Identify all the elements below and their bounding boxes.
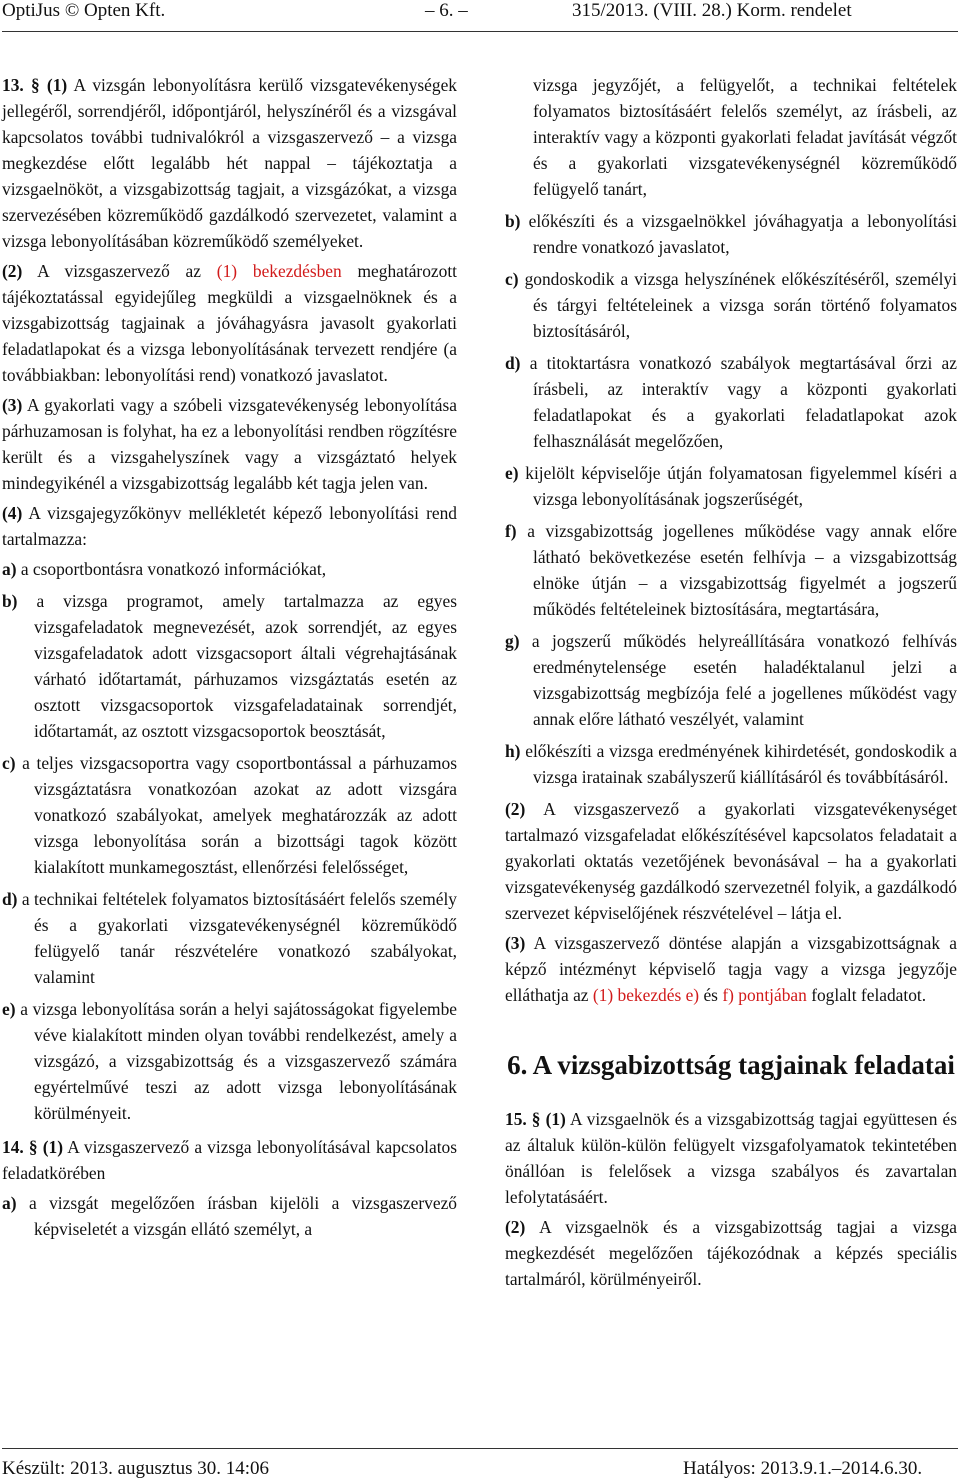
s14-p1-number: 14. § (1) <box>2 1137 63 1157</box>
s13-p1-number: 13. § (1) <box>2 75 68 95</box>
s13-paragraph-2 <box>2 258 457 388</box>
item-label: a) <box>2 559 17 579</box>
s14-paragraph-1 <box>2 1134 457 1186</box>
item-text: előkészíti és a vizsgaelnökkel jóváhagyatja a lebonyolítási rendre vonatkozó javaslatot, <box>528 211 957 257</box>
s13-p1-text: A vizsgán lebonyolításra kerülő vizsgatevékenységek jellegéről, sorrendjéről, időpontjáról, helyszínéről és a vizsgával kapcsolatos további tudnivalókról a vizsgaszervező – a vizsga megkezdése előtt legalább hét nappal – tájékoztatja a vizsgaelnököt, a vizsgabizottság tagjait, a vizsgázókat, a vizsga szervezésében közreműködő gazdálkodó szervezetet, valamint a vizsga lebonyolításában közreműködő személyeket. <box>2 75 457 251</box>
list-item <box>2 996 457 1126</box>
list-item <box>505 266 957 344</box>
list-item <box>505 460 957 512</box>
item-label: b) <box>505 211 521 231</box>
list-item <box>2 588 457 744</box>
item-label: g) <box>505 631 520 651</box>
s13-paragraph-1 <box>2 72 457 254</box>
footer-effective-period: Hatályos: 2013.9.1.–2014.6.30. <box>683 1458 923 1479</box>
item-label: e) <box>2 999 16 1019</box>
list-item <box>2 886 457 990</box>
item-text: a technikai feltételek folyamatos biztosításáért felelős személy és a gyakorlati vizsgatevékenységnél közreműködő felügyelő tanár részvételére vonatkozó szabályokat, valamint <box>21 889 457 987</box>
s13-p2-number: (2) <box>2 261 23 281</box>
item-text: a vizsga programot, amely tartalmazza az egyes vizsgafeladatok megnevezését, azok sorrendjét, az egyes vizsgafeladatok adott vizsgacsoport általi végrehajtásának várható időtartamát, párhuzamos vizsgáztatás esetén az osztott vizsgacsoportok vizsgafeladatainak sorrendjét, időtartamát, az osztott vizsgacsoportok beosztását, <box>34 591 457 741</box>
item-label: c) <box>2 753 16 773</box>
s14-p1-text: A vizsgaszervező a vizsga lebonyolításával kapcsolatos feladatkörében <box>2 1137 457 1183</box>
s14-p2-number: (2) <box>505 799 526 819</box>
s14-paragraph-3 <box>505 930 957 1008</box>
s13-p4-text: A vizsgajegyzőkönyv mellékletét képező lebonyolítási rend tartalmazza: <box>2 503 457 549</box>
page-header <box>0 0 960 30</box>
item-label: h) <box>505 741 521 761</box>
footer-created-date: Készült: 2013. augusztus 30. 14:06 <box>2 1458 270 1479</box>
section-heading: 6. A vizsgabizottság tagjainak feladatai <box>507 1050 955 1080</box>
list-item <box>505 738 957 790</box>
s13-p4-number: (4) <box>2 503 23 523</box>
s15-p2-text: A vizsgaelnök és a vizsgabizottság tagjai a vizsga megkezdését megelőzően tájékozódnak a képzés speciális tartalmáról, körülményeiről. <box>505 1217 958 1289</box>
footer-divider <box>2 1448 958 1449</box>
s15-p2-number: (2) <box>505 1217 526 1237</box>
s13-paragraph-4 <box>2 500 457 552</box>
header-divider <box>2 31 958 32</box>
item-label: d) <box>2 889 18 909</box>
right-column <box>505 72 957 1296</box>
item-text: kijelölt képviselője útján folyamatosan figyelemmel kíséri a vizsga lebonyolításának jogszerűségét, <box>525 463 957 509</box>
s15-paragraph-1 <box>505 1106 957 1210</box>
list-item <box>505 350 957 454</box>
s14-p3-text-pre: A vizsgaszervező döntése alapján a vizsgabizottságnak a képző intézményt képviselő tagja vagy a vizsga jegyzője elláthatja az <box>505 933 957 1005</box>
item-label: a) <box>2 1193 17 1213</box>
s14-p3-text-post: foglalt feladatot. <box>811 985 927 1005</box>
item-text: előkészíti a vizsga eredményének kihirdetését, gondoskodik a vizsga iratainak szabályszerű kiállításáról és továbbításáról. <box>525 741 957 787</box>
item-label: d) <box>505 353 521 373</box>
list-item <box>505 628 957 732</box>
s13-p2-crossref-link[interactable]: (1) bekezdésben <box>216 261 342 281</box>
s13-paragraph-3 <box>2 392 457 496</box>
item-label: f) <box>505 521 517 541</box>
header-publisher: OptiJus © Opten Kft. <box>2 0 166 21</box>
s15-p1-number: 15. § (1) <box>505 1109 566 1129</box>
item-text: a vizsga lebonyolítása során a helyi sajátosságokat figyelembe véve kialakított minden olyan további rendelkezést, amely a vizsgázó, a vizsgabizottság és a vizsgaszervező számára egyértelművé teszi az adott vizsga lebonyolításának körülményeit. <box>20 999 457 1123</box>
s14-p3-crossref-link-1[interactable]: (1) bekezdés e) <box>592 985 700 1005</box>
header-page-number: – 6. – <box>425 0 468 21</box>
s15-p1-text: A vizsgaelnök és a vizsgabizottság tagjai együttesen és az általuk külön-külön felügyelt vizsgafolyamatok tekintetében önállóan is felelősek a vizsga szabályos és zavartalan lefolytatásáért. <box>505 1109 957 1207</box>
list-item <box>505 208 957 260</box>
s13-p3-text: A gyakorlati vagy a szóbeli vizsgatevékenység lebonyolítása párhuzamosan is folyhat, ha ez a lebonyolítási rendben rögzítésre került és a vizsgahelyszínek vagy a vizsgáztató helyek mindegyikénél a vizsgabizottság legalább két tagja jelen van. <box>2 395 457 493</box>
header-regulation-title: 315/2013. (VIII. 28.) Korm. rendelet <box>572 0 852 21</box>
s13-p3-number: (3) <box>2 395 23 415</box>
list-item <box>2 750 457 880</box>
s13-p2-text-post: meghatározott tájékoztatással egyidejűleg megküldi a vizsgaelnöknek és a vizsgabizottság tagjainak a jóváhagyásra javasolt gyakorlati feladatlapokat és a vizsga lebonyolításának tervezett rendjére (a továbbiakban: lebonyolítási rend) vonatkozó javaslatot. <box>2 261 457 385</box>
s14-p3-number: (3) <box>505 933 526 953</box>
item-label: b) <box>2 591 18 611</box>
item-label: c) <box>505 269 519 289</box>
left-column <box>2 72 457 1248</box>
s15-paragraph-2 <box>505 1214 957 1292</box>
item-text: a vizsgabizottság jogellenes működése vagy annak előre látható bekövetkezése esetén felhívja – a vizsgabizottság elnöke útján – a vizsgabizottság figyelmét a jogszerű működés feltételeinek biztosítására, megtartására, <box>527 521 957 619</box>
s14-paragraph-2 <box>505 796 957 926</box>
item-text: a vizsgát megelőzően írásban kijelöli a vizsgaszervező képviseletét a vizsgán ellátó személyt, a <box>28 1193 457 1239</box>
s14-p3-text-mid: és <box>703 985 718 1005</box>
s14-p3-crossref-link-2[interactable]: f) pontjában <box>722 985 807 1005</box>
item-text: a titoktartásra vonatkozó szabályok megtartásával őrzi az írásbeli, az interaktív vagy a központi gyakorlati feladatlapokat és a gyakorlati feladatlapokat azok felhasználását megelőzően, <box>529 353 957 451</box>
item-text: a csoportbontásra vonatkozó információkat, <box>20 559 327 579</box>
list-item <box>2 556 457 582</box>
s14-p2-text: A vizsgaszervező a gyakorlati vizsgatevékenységet tartalmazó vizsgafeladat előkészítésével kapcsolatos feladatait a gyakorlati oktatás vezetőjének bevonásával – ha a gyakorlati vizsgatevékenység gazdálkodó szervezetnél folyik, a gazdálkodó szervezet képviselőjének részvételével – látja el. <box>505 799 957 923</box>
item-text: a jogszerű működés helyreállítására vonatkozó felhívás eredménytelensége esetén haladéktalanul jelzi a vizsgabizottság megbízója felé a jogellenes működést vagy annak előre látható veszélyét, valamint <box>531 631 957 729</box>
item-label: e) <box>505 463 519 483</box>
s13-p2-text-pre: A vizsgaszervező az <box>37 261 201 281</box>
s14-a-continuation: vizsga jegyzőjét, a felügyelőt, a technikai feltételek folyamatos biztosításáért felelős személyt, az írásbeli, az interaktív vagy a központi gyakorlati feladat javítását végzőt és a gyakorlati vizsgatevékenységnél közreműködő felügyelő tanárt, <box>533 75 957 199</box>
item-text: gondoskodik a vizsga helyszínének előkészítéséről, személyi és tárgyi feltételeinek a vizsga során történő folyamatos biztosításáról, <box>524 269 958 341</box>
list-item <box>2 1190 457 1242</box>
list-item <box>505 518 957 622</box>
item-text: a teljes vizsgacsoportra vagy csoportbontással a párhuzamos vizsgáztatásra vonatkozóan azokat az adott vizsgára vonatkozó szabályokat, amelyek meghatározzák az adott vizsga lebonyolítása során a bizottsági tagok között kialakított munkamegosztást, ellenőrzési felelősséget, <box>22 753 457 877</box>
